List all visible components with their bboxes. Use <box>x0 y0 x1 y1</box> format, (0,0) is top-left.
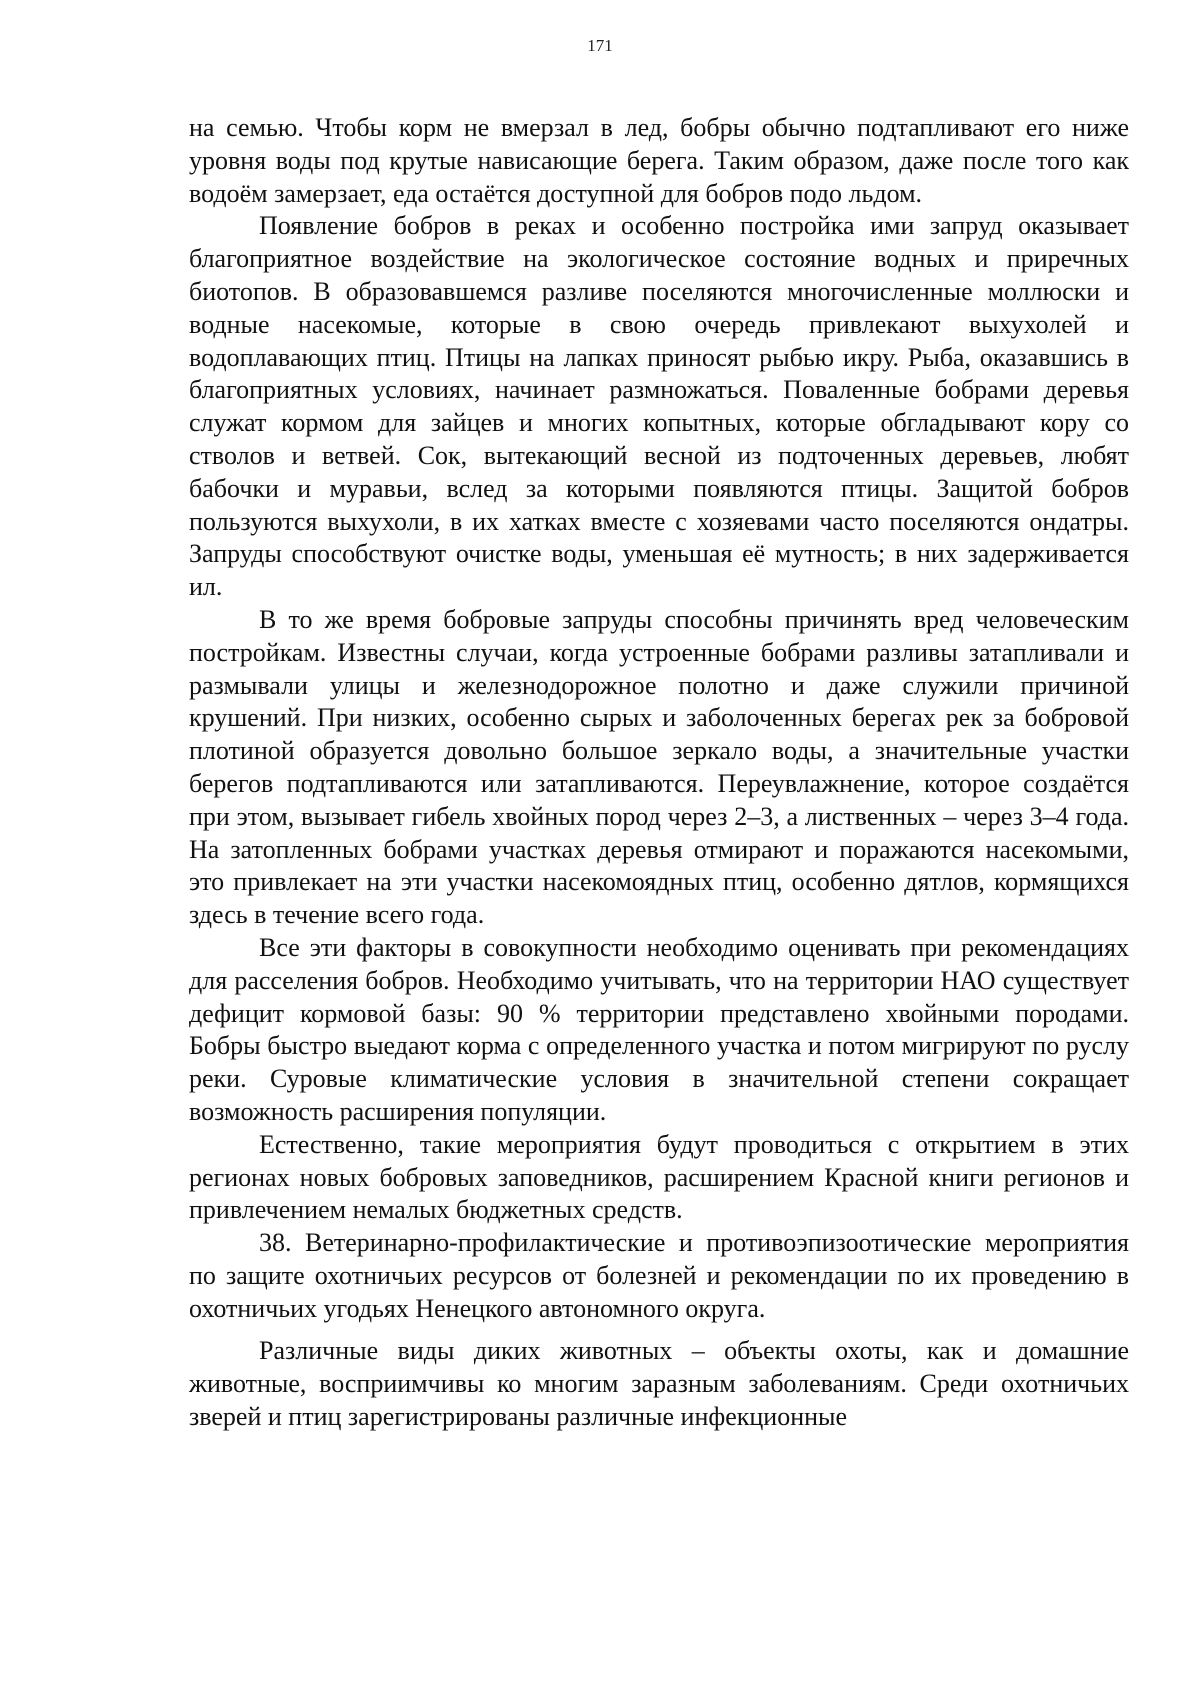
section-heading-38: 38. Ветеринарно-профилактические и противоэпизоотические мероприятия по защите охотничьих ресурсов от болезней и рекомендации по их проведению в охотничьих угодьях Ненецкого автономного округа. <box>189 1228 1129 1323</box>
paragraph-continuation: на семью. Чтобы корм не вмерзал в лед, бобры обычно подтапливают его ниже уровня воды под крутые нависающие берега. Таким образом, даже после того как водоём замерзает, еда остаётся доступной для бобров подо льдом. <box>189 113 1129 208</box>
paragraph-reserves-funding: Естественно, такие мероприятия будут проводиться с открытием в этих регионах новых бобровых заповедников, расширением Красной книги регионов и привлечением немалых бюджетных средств. <box>189 1129 1129 1225</box>
document-body <box>189 112 1129 1434</box>
paragraph-diseases-intro: Различные виды диких животных – объекты охоты, как и домашние животные, восприимчивы ко многим заразным заболеваниям. Среди охотничьих зверей и птиц зарегистрированы различные инфекционные <box>189 1336 1129 1432</box>
paragraph-beaver-dam-damage: В то же время бобровые запруды способны причинять вред человеческим постройкам. Известны случаи, когда устроенные бобрами разливы затапливали и размывали улицы и железнодорожное полотно и даже служили причиной крушений. При низких, особенно сырых и заболоченных берегах рек за бобровой плотиной образуется довольно большое зеркало воды, а значительные участки берегов подтапливаются или затапливаются. Переувлажнение, которое создаётся при этом, вызывает гибель хвойных пород через 2–3, а лиственных – через 3–4 года. На затопленных бобрами участках деревья отмирают и поражаются насекомыми, это привлекает на эти участки насекомоядных птиц, особенно дятлов, кормящихся здесь в течение всего года. <box>189 604 1129 930</box>
paragraph-resettlement-factors: Все эти факторы в совокупности необходимо оценивать при рекомендациях для расселения бобров. Необходимо учитывать, что на территории НАО существует дефицит кормовой базы: 90 % территории представлено хвойными породами. Бобры быстро выедают корма с определенного участка и потом мигрируют по руслу реки. Суровые климатические условия в значительной степени сокращает возможность расширения популяции. <box>189 932 1129 1126</box>
paragraph-beaver-ecological-impact: Появление бобров в реках и особенно постройка ими запруд оказывает благоприятное воздействие на экологическое состояние водных и приречных биотопов. В образовавшемся разливе поселяются многочисленные моллюски и водные насекомые, которые в свою очередь привлекают выхухолей и водоплавающих птиц. Птицы на лапках приносят рыбью икру. Рыба, оказавшись в благоприятных условиях, начинает размножаться. Поваленные бобрами деревья служат кормом для зайцев и многих копытных, которые обгладывают кору со стволов и ветвей. Сок, вытекающий весной из подточенных деревьев, любят бабочки и муравьи, вслед за которыми появляются птицы. Защитой бобров пользуются выхухоли, в их хатках вместе с хозяевами часто поселяются ондатры. Запруды способствуют очистке воды, уменьшая её мутность; в них задерживается ил. <box>189 211 1129 602</box>
page-number: 171 <box>587 36 613 55</box>
